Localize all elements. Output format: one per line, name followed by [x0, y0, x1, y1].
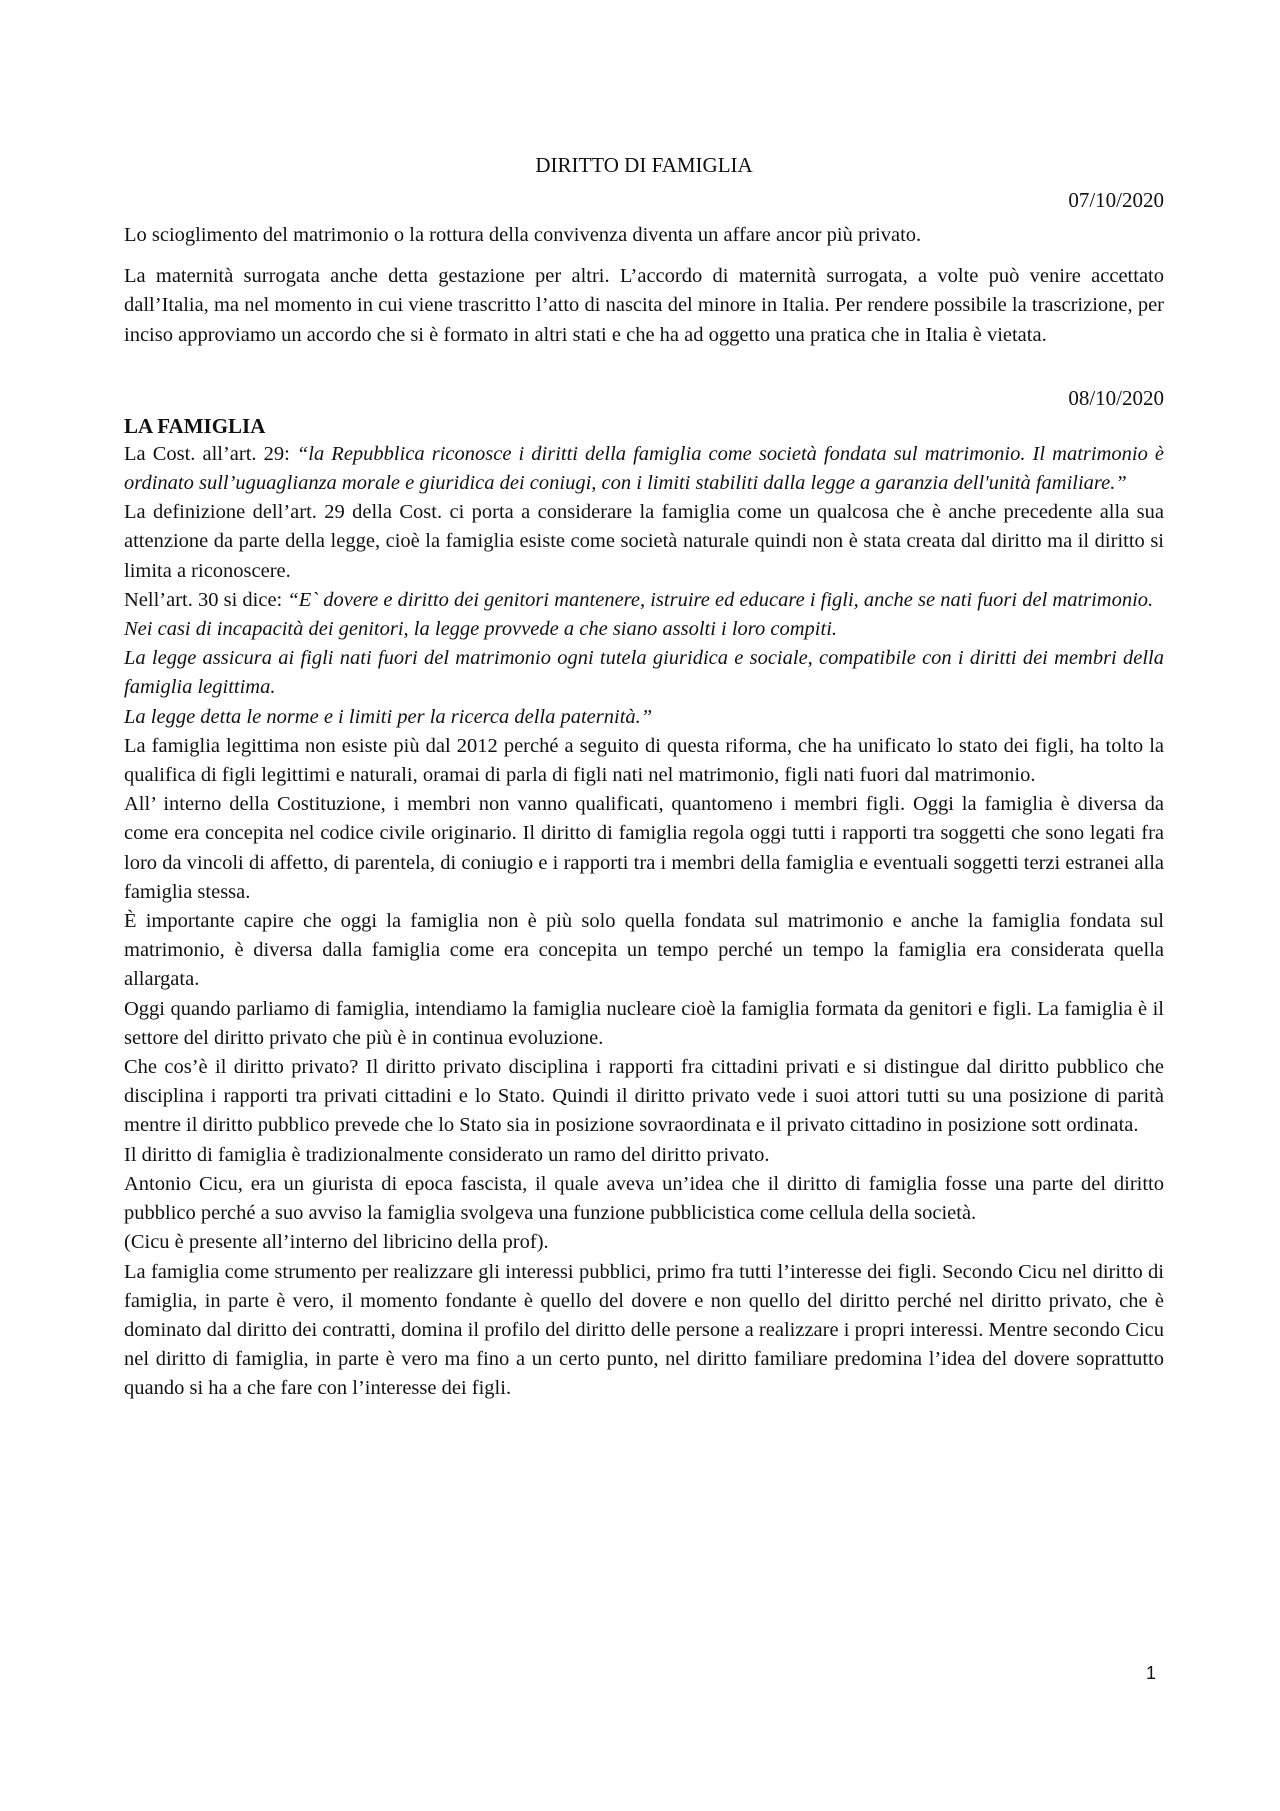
art29-paragraph: [124, 440, 1164, 498]
art29-intro: La Cost. all’art. 29:: [124, 442, 297, 465]
art30-quote-1: “E` dovere e diritto dei genitori mantenere, istruire ed educare i figli, anche se nati fuori del matrimonio.: [287, 588, 1154, 611]
intro-paragraph-2: La maternità surrogata anche detta gestazione per altri. L’accordo di maternità surrogata, a volte può venire accettato dall’Italia, ma nel momento in cui viene trascritto l’atto di nascita del minore in Italia. Per rendere possibile la trascrizione, per inciso approviamo un accordo che si è formato in altri stati e che ha ad oggetto una pratica che in Italia è vietata.: [124, 265, 1164, 346]
body-paragraph: Oggi quando parliamo di famiglia, intendiamo la famiglia nucleare cioè la famiglia formata da genitori e figli. La famiglia è il settore del diritto privato che più è in continua evoluzione.: [124, 997, 1164, 1049]
art30-paragraph: [124, 586, 1164, 615]
section-heading: LA FAMIGLIA: [124, 413, 266, 438]
body-paragraph: (Cicu è presente all’interno del libricino della prof).: [124, 1231, 549, 1254]
art30-quote-2: Nei casi di incapacità dei genitori, la legge provvede a che siano assolti i loro compiti.: [124, 618, 838, 641]
art30-intro: Nell’art. 30 si dice:: [124, 588, 288, 611]
body-paragraph: Che cos’è il diritto privato? Il diritto privato disciplina i rapporti fra cittadini privati e si distingue dal diritto pubblico che disciplina i rapporti tra privati cittadini e lo Stato. Quindi il diritto privato vede i suoi attori tutti su una posizione di parità mentre il diritto pubblico prevede che lo Stato sia in posizione sovraordinata e il privato cittadino in posizione sott ordinata.: [124, 1056, 1164, 1137]
art29-quote: “la Repubblica riconosce i diritti della famiglia come società fondata sul matrimonio. Il matrimonio è ordinato sull’uguaglianza morale e giuridica dei coniugi, con i limiti stabiliti dalla legge a garanzia dell'unità familiare.”: [124, 442, 1164, 495]
lecture-date-1: 07/10/2020: [1068, 188, 1164, 212]
art30-quote-3: La legge assicura ai figli nati fuori del matrimonio ogni tutela giuridica e sociale, compatibile con i diritti dei membri della famiglia legittima.: [124, 647, 1164, 699]
body-paragraph: La famiglia legittima non esiste più dal 2012 perché a seguito di questa riforma, che ha unificato lo stato dei figli, ha tolto la qualifica di figli legittimi e naturali, oramai di parla di figli nati nel matrimonio, figli nati fuori dal matrimonio.: [124, 734, 1164, 787]
art30-quote-4: La legge detta le norme e i limiti per la ricerca della paternità.”: [124, 705, 653, 728]
section-spacer: [124, 350, 1164, 383]
body-paragraph: Antonio Cicu, era un giurista di epoca fascista, il quale aveva un’idea che il diritto di famiglia fosse una parte del diritto pubblico perché a suo avviso la famiglia svolgeva una funzione pubblicistica come cellula della società.: [124, 1172, 1164, 1225]
body-paragraph: È importante capire che oggi la famiglia non è più solo quella fondata sul matrimonio e anche la famiglia fondata sul matrimonio, è diversa dalla famiglia come era concepita un tempo perché un tempo la famiglia era considerata quella allargata.: [124, 910, 1164, 991]
document-page: [124, 150, 1164, 1404]
document-title: DIRITTO DI FAMIGLIA: [535, 153, 753, 177]
intro-paragraph-1: Lo scioglimento del matrimonio o la rottura della convivenza diventa un affare ancor più privato.: [124, 224, 922, 246]
definition-paragraph: La definizione dell’art. 29 della Cost. ci porta a considerare la famiglia come un qualcosa che è anche precedente alla sua attenzione da parte della legge, cioè la famiglia esiste come società naturale quindi non è stata creata dal diritto ma il diritto si limita a riconoscere.: [124, 501, 1164, 582]
body-paragraph: Il diritto di famiglia è tradizionalmente considerato un ramo del diritto privato.: [124, 1143, 770, 1166]
body-paragraph: La famiglia come strumento per realizzare gli interessi pubblici, primo fra tutti l’interesse dei figli. Secondo Cicu nel diritto di famiglia, in parte è vero, il momento fondante è quello del dovere e non quello del diritto perché nel diritto privato, che è dominato dal diritto dei contratti, domina il profilo del diritto delle persone a realizzare i propri interessi. Mentre secondo Cicu nel diritto di famiglia, in parte è vero ma fino a un certo punto, nel diritto familiare predomina l’idea del dovere soprattutto quando si ha a che fare con l’interesse dei figli.: [124, 1260, 1164, 1400]
body-paragraph: All’ interno della Costituzione, i membri non vanno qualificati, quantomeno i membri figli. Oggi la famiglia è diversa da come era concepita nel codice civile originario. Il diritto di famiglia regola oggi tutti i rapporti tra soggetti che sono legati fra loro da vincoli di affetto, di parentela, di coniugio e i rapporti tra i membri della famiglia e eventuali soggetti terzi estranei alla famiglia stessa.: [124, 793, 1164, 903]
page-number: 1: [1145, 1663, 1156, 1683]
lecture-date-2: 08/10/2020: [1068, 385, 1164, 410]
